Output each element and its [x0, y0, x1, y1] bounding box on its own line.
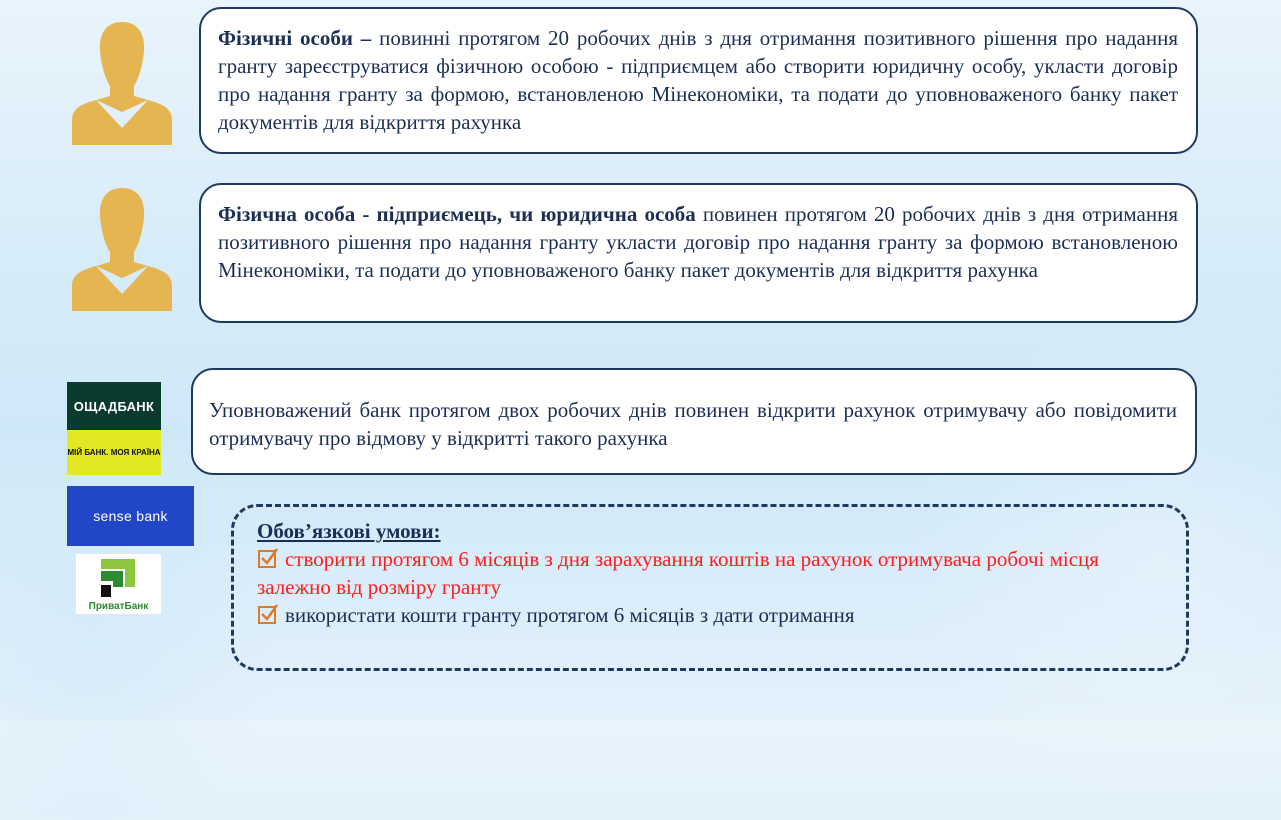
person-icon [72, 20, 172, 145]
checkbox-icon [257, 547, 279, 569]
oschadbank-slogan: МІЙ БАНК. МОЯ КРАЇНА [67, 430, 161, 475]
condition-text: використати кошти гранту протягом 6 місяців з дати отримання [285, 603, 855, 627]
card-text: Уповноважений банк протягом двох робочих днів повинен відкрити рахунок отримувачу або повідомити отримувачу про відмову у відкритті такого рахунка [209, 398, 1177, 450]
mandatory-conditions [231, 504, 1189, 671]
card-text: повинен протягом 20 робочих днів з дня отримання позитивного рішення про надання гранту укласти договір про надання гранту за формою встановленою Мінекономіки, та подати до уповноваженого банку пакет документів для відкриття рахунка [218, 202, 1179, 282]
condition-item [257, 601, 1166, 629]
oschadbank-name: ОЩАДБАНК [67, 382, 161, 430]
privatbank-logo [76, 554, 161, 614]
card-text: повинні протягом 20 робочих днів з дня отримання позитивного рішення про надання гранту зареєструватися фізичною особою - підприємцем або створити юридичну особу, укласти договір про надання гранту за формою, встановленою Мінекономіки, та подати до уповноваженого банку пакет документів для відкриття рахунка [218, 26, 1179, 134]
condition-text: створити протягом 6 місяців з дня зарахування коштів на рахунок отримувача робочі місця залежно від розміру гранту [257, 547, 1099, 599]
person-icon [72, 186, 172, 311]
privatbank-emblem-icon [95, 557, 141, 599]
condition-item [257, 545, 1166, 601]
card-entrepreneurs [199, 183, 1198, 323]
card-bold-lead: Фізична особа - підприємець, чи юридична особа [218, 202, 696, 226]
card-individuals [199, 7, 1198, 154]
card-bold-lead: Фізичні особи – [218, 26, 372, 50]
card-authorized-bank [191, 368, 1197, 475]
conditions-title: Обов’язкові умови: [257, 519, 441, 543]
checkbox-icon [257, 603, 279, 625]
privatbank-name: ПриватБанк [88, 601, 149, 612]
oschadbank-logo [67, 382, 161, 475]
sensebank-logo [67, 486, 194, 546]
sensebank-name: sense bank [93, 508, 168, 524]
